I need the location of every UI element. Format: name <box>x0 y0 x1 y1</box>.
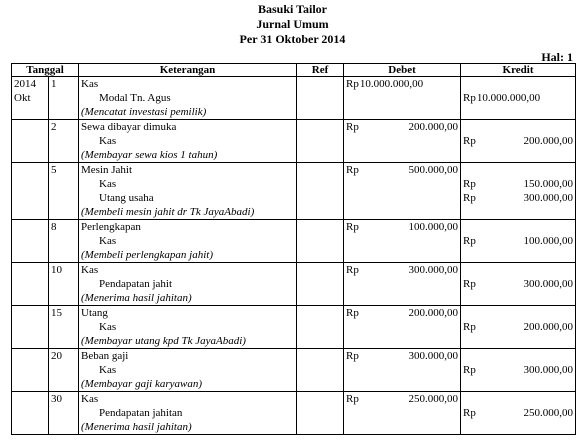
col-header-kredit: Kredit <box>461 64 576 77</box>
journal-entry-row <box>12 349 576 392</box>
debit-account: Utang <box>81 307 108 319</box>
journal-entry-row <box>12 77 576 120</box>
currency-label: Rp <box>346 164 359 176</box>
credit-account: Modal Tn. Agus <box>99 92 171 104</box>
ref-cell <box>297 77 344 120</box>
currency-label: Rp <box>463 321 476 333</box>
credit-cell <box>461 77 576 120</box>
amount-value: 200.000,00 <box>408 121 459 133</box>
year-month-cell <box>12 392 49 435</box>
credit-account: Kas <box>99 364 117 376</box>
currency-label: Rp <box>463 407 476 419</box>
credit-cell <box>461 263 576 306</box>
credit-amount <box>463 320 573 334</box>
debit-amount <box>346 77 458 91</box>
table-header-row <box>12 64 576 77</box>
spacer-line <box>463 349 573 363</box>
day-cell <box>49 392 79 435</box>
journal-entry-row <box>12 163 576 220</box>
credit-cell <box>461 306 576 349</box>
amount-value: 200.000,00 <box>408 307 459 319</box>
debit-cell <box>344 349 461 392</box>
ref-cell <box>297 392 344 435</box>
amount-value: 300.000,00 <box>523 364 574 376</box>
page-number: Hal: 1 <box>541 50 573 64</box>
credit-account: Kas <box>99 321 117 333</box>
currency-label: Rp <box>346 393 359 405</box>
debit-cell <box>344 392 461 435</box>
year-month-cell <box>12 263 49 306</box>
amount-value: 10.000.000,00 <box>359 78 424 90</box>
description-cell <box>79 220 297 263</box>
currency-label: Rp <box>463 192 476 204</box>
credit-cell <box>461 220 576 263</box>
credit-amount <box>463 277 573 291</box>
transaction-note: (Menerima hasil jahitan) <box>81 292 192 304</box>
debit-amount <box>346 120 458 134</box>
amount-value: 150.000,00 <box>523 178 574 190</box>
day-cell <box>49 220 79 263</box>
ref-cell <box>297 306 344 349</box>
credit-account: Pendapatan jahit <box>99 278 173 290</box>
day-label: 30 <box>51 393 62 405</box>
year-label: 2014 <box>14 78 36 90</box>
day-cell <box>49 263 79 306</box>
spacer-line <box>463 392 573 406</box>
month-label: Okt <box>14 92 31 104</box>
day-label: 10 <box>51 264 62 276</box>
day-label: 20 <box>51 350 62 362</box>
col-header-ref: Ref <box>297 64 344 77</box>
year-month-cell <box>12 306 49 349</box>
debit-amount <box>346 163 458 177</box>
credit-cell <box>461 392 576 435</box>
spacer-line <box>463 263 573 277</box>
description-cell <box>79 77 297 120</box>
spacer-line <box>463 306 573 320</box>
debit-account: Beban gaji <box>81 350 129 362</box>
ref-cell <box>297 349 344 392</box>
currency-label: Rp <box>463 278 476 290</box>
spacer-line <box>463 220 573 234</box>
day-cell <box>49 349 79 392</box>
ref-cell <box>297 120 344 163</box>
currency-label: Rp <box>346 78 359 90</box>
journal-table <box>11 63 576 435</box>
ref-cell <box>297 163 344 220</box>
credit-amount <box>463 406 573 420</box>
currency-label: Rp <box>346 221 359 233</box>
credit-account: Kas <box>99 178 117 190</box>
company-name: Basuki Tailor <box>257 2 328 16</box>
transaction-note: (Membayar gaji karyawan) <box>81 378 202 390</box>
amount-value: 300.000,00 <box>523 278 574 290</box>
journal-entry-row <box>12 120 576 163</box>
description-cell <box>79 163 297 220</box>
debit-account: Kas <box>81 78 99 90</box>
amount-value: 200.000,00 <box>523 321 574 333</box>
amount-value: 200.000,00 <box>523 135 574 147</box>
ref-cell <box>297 220 344 263</box>
amount-value: 250.000,00 <box>523 407 574 419</box>
currency-label: Rp <box>463 92 476 104</box>
debit-cell <box>344 220 461 263</box>
transaction-note: (Membayar sewa kios 1 tahun) <box>81 149 218 161</box>
debit-cell <box>344 263 461 306</box>
year-month-cell <box>12 77 49 120</box>
day-cell <box>49 77 79 120</box>
amount-value: 300.000,00 <box>408 350 459 362</box>
credit-amount <box>463 134 573 148</box>
credit-account: Pendapatan jahitan <box>99 407 183 419</box>
currency-label: Rp <box>346 307 359 319</box>
debit-cell <box>344 120 461 163</box>
year-month-cell <box>12 349 49 392</box>
currency-label: Rp <box>346 121 359 133</box>
journal-body <box>12 77 576 435</box>
journal-entry-row <box>12 392 576 435</box>
day-label: 8 <box>51 221 57 233</box>
debit-account: Kas <box>81 264 99 276</box>
amount-value: 500.000,00 <box>408 164 459 176</box>
amount-value: 300.000,00 <box>523 192 574 204</box>
description-cell <box>79 306 297 349</box>
debit-amount <box>346 349 458 363</box>
debit-account: Sewa dibayar dimuka <box>81 121 177 133</box>
credit-account: Utang usaha <box>99 192 154 204</box>
credit-account: Kas <box>99 135 117 147</box>
debit-cell <box>344 77 461 120</box>
credit-cell <box>461 120 576 163</box>
debit-amount <box>346 263 458 277</box>
year-month-cell <box>12 220 49 263</box>
debit-amount <box>346 306 458 320</box>
debit-account: Mesin Jahit <box>81 164 133 176</box>
currency-label: Rp <box>463 364 476 376</box>
debit-account: Kas <box>81 393 99 405</box>
credit-amount <box>463 177 573 191</box>
day-label: 15 <box>51 307 62 319</box>
description-cell <box>79 120 297 163</box>
spacer-line <box>463 77 573 91</box>
transaction-note: (Membeli perlengkapan jahit) <box>81 249 213 261</box>
credit-cell <box>461 163 576 220</box>
period-label: Per 31 Oktober 2014 <box>239 32 346 46</box>
day-label: 5 <box>51 164 57 176</box>
day-cell <box>49 163 79 220</box>
debit-amount <box>346 220 458 234</box>
transaction-note: (Membeli mesin jahit dr Tk JayaAbadi) <box>81 206 255 218</box>
amount-value: 300.000,00 <box>408 264 459 276</box>
year-month-cell <box>12 120 49 163</box>
debit-amount <box>346 392 458 406</box>
credit-amount <box>463 91 573 105</box>
journal-entry-row <box>12 263 576 306</box>
transaction-note: (Menerima hasil jahitan) <box>81 421 192 433</box>
ref-cell <box>297 263 344 306</box>
credit-account: Kas <box>99 235 117 247</box>
currency-label: Rp <box>346 264 359 276</box>
year-month-cell <box>12 163 49 220</box>
description-cell <box>79 263 297 306</box>
transaction-note: (Membayar utang kpd Tk JayaAbadi) <box>81 335 246 347</box>
day-label: 1 <box>51 78 57 90</box>
journal-entry-row <box>12 306 576 349</box>
amount-value: 100.000,00 <box>523 235 574 247</box>
day-cell <box>49 120 79 163</box>
currency-label: Rp <box>463 178 476 190</box>
credit-amount <box>463 191 573 205</box>
transaction-note: (Mencatat investasi pemilik) <box>81 106 207 118</box>
currency-label: Rp <box>346 350 359 362</box>
currency-label: Rp <box>463 135 476 147</box>
col-header-tanggal: Tanggal <box>12 64 79 77</box>
col-header-debet: Debet <box>344 64 461 77</box>
amount-value: 250.000,00 <box>408 393 459 405</box>
credit-amount <box>463 234 573 248</box>
description-cell <box>79 392 297 435</box>
description-cell <box>79 349 297 392</box>
journal-entry-row <box>12 220 576 263</box>
debit-cell <box>344 306 461 349</box>
document-title: Jurnal Umum <box>256 17 329 31</box>
currency-label: Rp <box>463 235 476 247</box>
debit-account: Perlengkapan <box>81 221 141 233</box>
col-header-keterangan: Keterangan <box>79 64 297 77</box>
amount-value: 10.000.000,00 <box>476 92 541 104</box>
spacer-line <box>463 120 573 134</box>
credit-cell <box>461 349 576 392</box>
day-label: 2 <box>51 121 57 133</box>
debit-cell <box>344 163 461 220</box>
credit-amount <box>463 363 573 377</box>
day-cell <box>49 306 79 349</box>
amount-value: 100.000,00 <box>408 221 459 233</box>
spacer-line <box>463 163 573 177</box>
